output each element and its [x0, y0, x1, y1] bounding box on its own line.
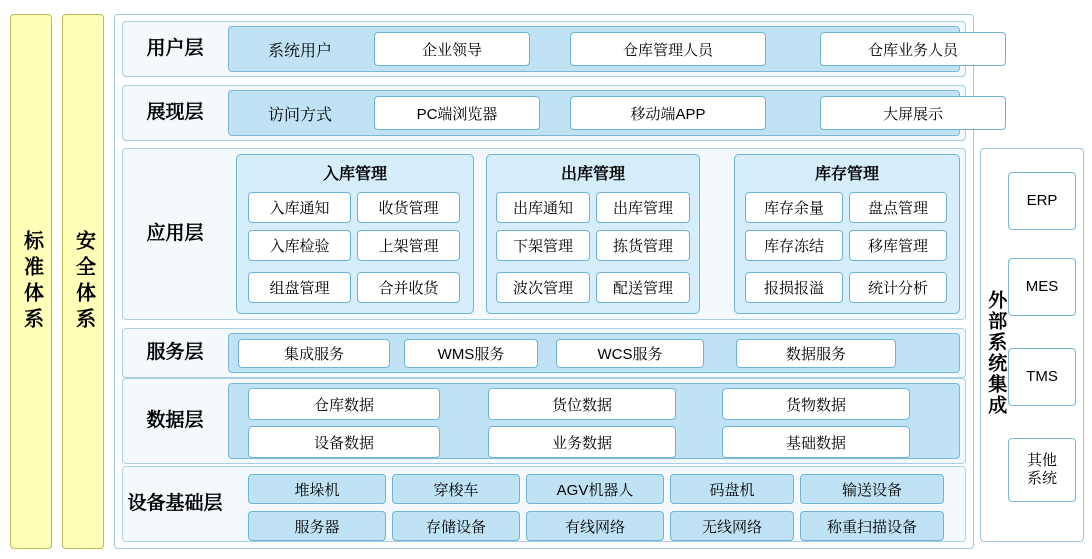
device-item-7[interactable]: 有线网络	[526, 511, 664, 541]
side-bar-security	[62, 14, 104, 549]
service-item-1[interactable]: WMS服务	[404, 339, 538, 368]
inbound-item-4[interactable]: 组盘管理	[248, 272, 351, 303]
layer-user-label: 用户层	[146, 38, 204, 60]
inventory-item-5[interactable]: 统计分析	[849, 272, 947, 303]
data-item-2[interactable]: 货物数据	[722, 388, 910, 420]
side-bar-standard-label: 标准体系	[20, 229, 43, 334]
inventory-item-3[interactable]: 移库管理	[849, 230, 947, 261]
inbound-item-0[interactable]: 入库通知	[248, 192, 351, 223]
application-group-inbound-title: 入库管理	[322, 166, 387, 183]
device-item-5[interactable]: 服务器	[248, 511, 386, 541]
inventory-item-1[interactable]: 盘点管理	[849, 192, 947, 223]
presentation-item-0[interactable]: PC端浏览器	[374, 96, 540, 130]
device-item-1[interactable]: 穿梭车	[392, 474, 520, 504]
layer-application-label: 应用层	[146, 223, 204, 245]
service-item-0[interactable]: 集成服务	[238, 339, 390, 368]
inventory-item-2[interactable]: 库存冻结	[745, 230, 843, 261]
external-item-tms[interactable]: TMS	[1008, 348, 1076, 406]
data-item-5[interactable]: 基础数据	[722, 426, 910, 458]
inventory-item-0[interactable]: 库存余量	[745, 192, 843, 223]
presentation-item-2[interactable]: 大屏展示	[820, 96, 1006, 130]
outbound-item-1[interactable]: 出库管理	[596, 192, 690, 223]
outbound-item-0[interactable]: 出库通知	[496, 192, 590, 223]
device-item-8[interactable]: 无线网络	[670, 511, 794, 541]
external-item-other[interactable]: 其他系统	[1008, 438, 1076, 502]
layer-presentation-lead: 访问方式	[267, 107, 332, 124]
inbound-item-3[interactable]: 上架管理	[357, 230, 460, 261]
outbound-item-2[interactable]: 下架管理	[496, 230, 590, 261]
device-item-4[interactable]: 输送设备	[800, 474, 944, 504]
application-group-outbound-title: 出库管理	[560, 166, 625, 183]
layer-data-label: 数据层	[146, 410, 204, 432]
user-item-0[interactable]: 企业领导	[374, 32, 530, 66]
presentation-item-1[interactable]: 移动端APP	[570, 96, 766, 130]
inbound-item-2[interactable]: 入库检验	[248, 230, 351, 261]
layer-service-label: 服务层	[146, 342, 204, 364]
device-item-9[interactable]: 称重扫描设备	[800, 511, 944, 541]
inventory-item-4[interactable]: 报损报溢	[745, 272, 843, 303]
application-group-inventory-title: 库存管理	[814, 166, 879, 183]
layer-device-label: 设备基础层	[127, 493, 223, 515]
layer-user-lead: 系统用户	[267, 43, 332, 60]
external-item-erp[interactable]: ERP	[1008, 172, 1076, 230]
inbound-item-1[interactable]: 收货管理	[357, 192, 460, 223]
device-item-3[interactable]: 码盘机	[670, 474, 794, 504]
external-systems-label: 外部系统集成	[985, 290, 1007, 416]
inbound-item-5[interactable]: 合并收货	[357, 272, 460, 303]
service-item-3[interactable]: 数据服务	[736, 339, 896, 368]
user-item-1[interactable]: 仓库管理人员	[570, 32, 766, 66]
data-item-4[interactable]: 业务数据	[488, 426, 676, 458]
user-item-2[interactable]: 仓库业务人员	[820, 32, 1006, 66]
device-item-6[interactable]: 存储设备	[392, 511, 520, 541]
outbound-item-5[interactable]: 配送管理	[596, 272, 690, 303]
outbound-item-3[interactable]: 拣货管理	[596, 230, 690, 261]
device-item-0[interactable]: 堆垛机	[248, 474, 386, 504]
layer-presentation-label: 展现层	[146, 102, 204, 124]
device-item-2[interactable]: AGV机器人	[526, 474, 664, 504]
data-item-0[interactable]: 仓库数据	[248, 388, 440, 420]
outbound-item-4[interactable]: 波次管理	[496, 272, 590, 303]
side-bar-standard	[10, 14, 52, 549]
service-item-2[interactable]: WCS服务	[556, 339, 704, 368]
side-bar-security-label: 安全体系	[72, 229, 95, 334]
data-item-1[interactable]: 货位数据	[488, 388, 676, 420]
external-item-mes[interactable]: MES	[1008, 258, 1076, 316]
data-item-3[interactable]: 设备数据	[248, 426, 440, 458]
